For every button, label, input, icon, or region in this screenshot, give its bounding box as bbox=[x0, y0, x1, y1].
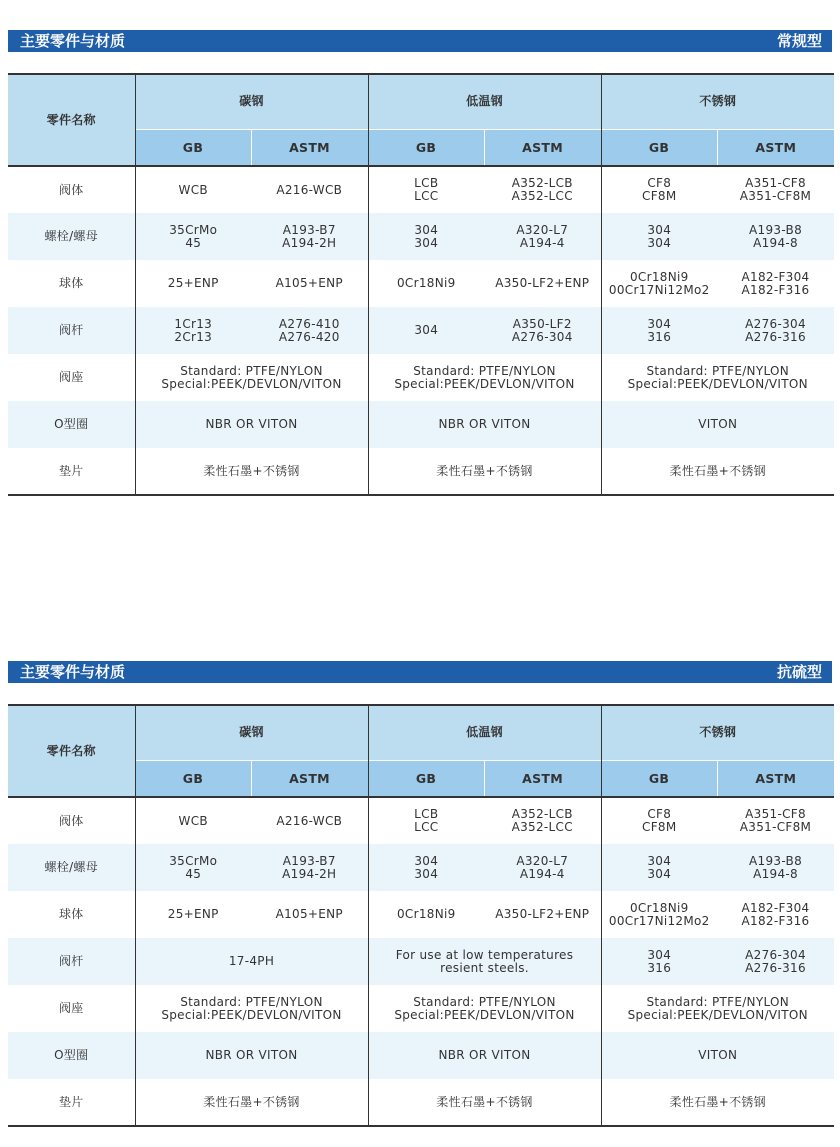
table-row bbox=[8, 891, 834, 938]
part-name: 阀体 bbox=[8, 797, 135, 844]
header-part-name: 零件名称 bbox=[8, 705, 135, 797]
table-row bbox=[8, 985, 834, 1032]
materials-section-sulfur-resistant bbox=[8, 661, 832, 1127]
cell-low-astm: A350-LF2+ENP bbox=[495, 276, 590, 290]
cell-carbon-astm: A193-B7 A194-2H bbox=[251, 213, 368, 260]
header-astm: ASTM bbox=[484, 760, 601, 797]
table-row bbox=[8, 213, 834, 260]
section-title: 主要零件与材质 bbox=[20, 663, 126, 681]
cell-stainless-gasket: 柔性石墨+不锈钢 bbox=[601, 1079, 834, 1126]
cell-low-gb: 0Cr18Ni9 bbox=[368, 260, 484, 307]
part-name: O型圈 bbox=[8, 1032, 135, 1079]
cell-low-seat: Standard: PTFE/NYLON Special:PEEK/DEVLON/VITON bbox=[368, 354, 601, 401]
section-type-label: 常规型 bbox=[776, 32, 822, 50]
cell-low-oring: NBR OR VITON bbox=[368, 401, 601, 448]
table-row bbox=[8, 307, 834, 354]
part-name: 螺栓/螺母 bbox=[8, 844, 135, 891]
section-title-bar bbox=[8, 661, 832, 683]
cell-carbon-gasket: 柔性石墨+不锈钢 bbox=[135, 1079, 368, 1126]
header-carbon-steel: 碳钢 bbox=[135, 74, 368, 129]
table-row bbox=[8, 1032, 834, 1079]
cell-low-gb: 0Cr18Ni9 bbox=[368, 891, 484, 938]
section-title-bar bbox=[8, 30, 832, 52]
cell-carbon-astm: A216-WCB bbox=[251, 166, 368, 213]
cell-stainless-gb: CF8 CF8M bbox=[601, 797, 717, 844]
cell-stainless-seat: Standard: PTFE/NYLON Special:PEEK/DEVLON/VITON bbox=[601, 354, 834, 401]
cell-stainless-gb: 0Cr18Ni9 00Cr17Ni12Mo2 bbox=[601, 260, 717, 307]
header-astm: ASTM bbox=[717, 760, 834, 797]
cell-low-astm: A352-LCB A352-LCC bbox=[484, 166, 601, 213]
cell-stainless-astm: A276-304 A276-316 bbox=[717, 307, 834, 354]
table-row bbox=[8, 797, 834, 844]
header-gb: GB bbox=[601, 760, 717, 797]
cell-stainless-astm: A182-F304 A182-F316 bbox=[741, 269, 810, 297]
header-astm: ASTM bbox=[251, 129, 368, 166]
header-astm: ASTM bbox=[251, 760, 368, 797]
cell-carbon-gb: 1Cr13 2Cr13 bbox=[135, 307, 251, 354]
header-gb: GB bbox=[368, 129, 484, 166]
materials-section-standard bbox=[8, 30, 832, 496]
cell-carbon-stem: 17-4PH bbox=[135, 938, 368, 985]
cell-stainless-gb: 304 316 bbox=[601, 307, 717, 354]
cell-carbon-gb: 25+ENP bbox=[135, 891, 251, 938]
part-name: 阀座 bbox=[58, 1001, 84, 1015]
cell-low-gb: 304 bbox=[368, 307, 484, 354]
cell-stainless-astm: A351-CF8 A351-CF8M bbox=[717, 166, 834, 213]
table-row bbox=[8, 448, 834, 495]
table-row bbox=[8, 938, 834, 985]
cell-stainless-oring: VITON bbox=[601, 401, 834, 448]
cell-carbon-astm: A193-B7 A194-2H bbox=[251, 844, 368, 891]
cell-low-astm: A320-L7 A194-4 bbox=[484, 213, 601, 260]
part-name: 球体 bbox=[58, 907, 84, 921]
materials-table bbox=[8, 704, 834, 1127]
cell-low-astm: A350-LF2+ENP bbox=[495, 907, 590, 921]
cell-low-gb: LCB LCC bbox=[368, 797, 484, 844]
part-name: O型圈 bbox=[8, 401, 135, 448]
header-gb: GB bbox=[135, 129, 251, 166]
cell-carbon-gb: WCB bbox=[135, 797, 251, 844]
cell-stainless-astm: A351-CF8 A351-CF8M bbox=[717, 797, 834, 844]
part-name: 阀体 bbox=[8, 166, 135, 213]
cell-low-gb: 304 304 bbox=[368, 213, 484, 260]
cell-low-seat: Standard: PTFE/NYLON Special:PEEK/DEVLON/VITON bbox=[368, 985, 601, 1032]
cell-carbon-seat: Standard: PTFE/NYLON Special:PEEK/DEVLON/VITON bbox=[135, 354, 368, 401]
cell-carbon-gb: WCB bbox=[135, 166, 251, 213]
cell-carbon-gb: 35CrMo 45 bbox=[135, 213, 251, 260]
section-title: 主要零件与材质 bbox=[20, 32, 126, 50]
cell-low-astm: A320-L7 A194-4 bbox=[484, 844, 601, 891]
part-name: 垫片 bbox=[58, 1094, 84, 1109]
cell-carbon-oring: NBR OR VITON bbox=[135, 1032, 368, 1079]
cell-stainless-gb: CF8 CF8M bbox=[601, 166, 717, 213]
cell-stainless-gb: 304 304 bbox=[601, 844, 717, 891]
cell-low-gasket: 柔性石墨+不锈钢 bbox=[368, 1079, 601, 1126]
cell-low-gasket: 柔性石墨+不锈钢 bbox=[368, 448, 601, 495]
table-row bbox=[8, 1079, 834, 1126]
cell-carbon-seat: Standard: PTFE/NYLON Special:PEEK/DEVLON/VITON bbox=[135, 985, 368, 1032]
header-low-temp-steel: 低温钢 bbox=[368, 74, 601, 129]
part-name: 阀杆 bbox=[8, 307, 135, 354]
header-astm: ASTM bbox=[484, 129, 601, 166]
cell-stainless-astm: A193-B8 A194-8 bbox=[717, 213, 834, 260]
header-stainless-steel: 不锈钢 bbox=[601, 74, 834, 129]
table-row bbox=[8, 260, 834, 307]
cell-low-astm: A350-LF2 A276-304 bbox=[484, 307, 601, 354]
cell-stainless-gb: 0Cr18Ni9 00Cr17Ni12Mo2 bbox=[601, 891, 717, 938]
header-stainless-steel: 不锈钢 bbox=[601, 705, 834, 760]
cell-stainless-astm: A193-B8 A194-8 bbox=[717, 844, 834, 891]
section-type-label: 抗硫型 bbox=[776, 663, 822, 681]
header-gb: GB bbox=[368, 760, 484, 797]
cell-stainless-astm: A276-304 A276-316 bbox=[717, 938, 834, 985]
cell-carbon-astm: A276-410 A276-420 bbox=[251, 307, 368, 354]
header-gb: GB bbox=[601, 129, 717, 166]
cell-low-gb: 304 304 bbox=[368, 844, 484, 891]
header-astm: ASTM bbox=[717, 129, 834, 166]
part-name: 垫片 bbox=[58, 463, 84, 478]
table-row bbox=[8, 844, 834, 891]
cell-low-gb: LCB LCC bbox=[368, 166, 484, 213]
cell-carbon-astm: A216-WCB bbox=[251, 797, 368, 844]
cell-carbon-astm: A105+ENP bbox=[275, 907, 343, 921]
cell-low-astm: A352-LCB A352-LCC bbox=[484, 797, 601, 844]
cell-low-stem: For use at low temperatures resient steels. bbox=[368, 938, 601, 985]
materials-table bbox=[8, 73, 834, 496]
table-row bbox=[8, 401, 834, 448]
cell-stainless-oring: VITON bbox=[601, 1032, 834, 1079]
cell-carbon-oring: NBR OR VITON bbox=[135, 401, 368, 448]
cell-carbon-gasket: 柔性石墨+不锈钢 bbox=[135, 448, 368, 495]
header-gb: GB bbox=[135, 760, 251, 797]
header-part-name: 零件名称 bbox=[8, 74, 135, 166]
cell-stainless-gb: 304 304 bbox=[601, 213, 717, 260]
table-row bbox=[8, 354, 834, 401]
cell-stainless-astm: A182-F304 A182-F316 bbox=[741, 900, 810, 928]
part-name: 螺栓/螺母 bbox=[8, 213, 135, 260]
cell-stainless-seat: Standard: PTFE/NYLON Special:PEEK/DEVLON/VITON bbox=[601, 985, 834, 1032]
part-name: 阀杆 bbox=[8, 938, 135, 985]
cell-carbon-astm: A105+ENP bbox=[275, 276, 343, 290]
cell-carbon-gb: 35CrMo 45 bbox=[135, 844, 251, 891]
cell-low-oring: NBR OR VITON bbox=[368, 1032, 601, 1079]
cell-stainless-gb: 304 316 bbox=[601, 938, 717, 985]
cell-stainless-gasket: 柔性石墨+不锈钢 bbox=[601, 448, 834, 495]
table-row bbox=[8, 166, 834, 213]
part-name: 球体 bbox=[58, 276, 84, 290]
header-carbon-steel: 碳钢 bbox=[135, 705, 368, 760]
part-name: 阀座 bbox=[58, 370, 84, 384]
header-low-temp-steel: 低温钢 bbox=[368, 705, 601, 760]
cell-carbon-gb: 25+ENP bbox=[135, 260, 251, 307]
